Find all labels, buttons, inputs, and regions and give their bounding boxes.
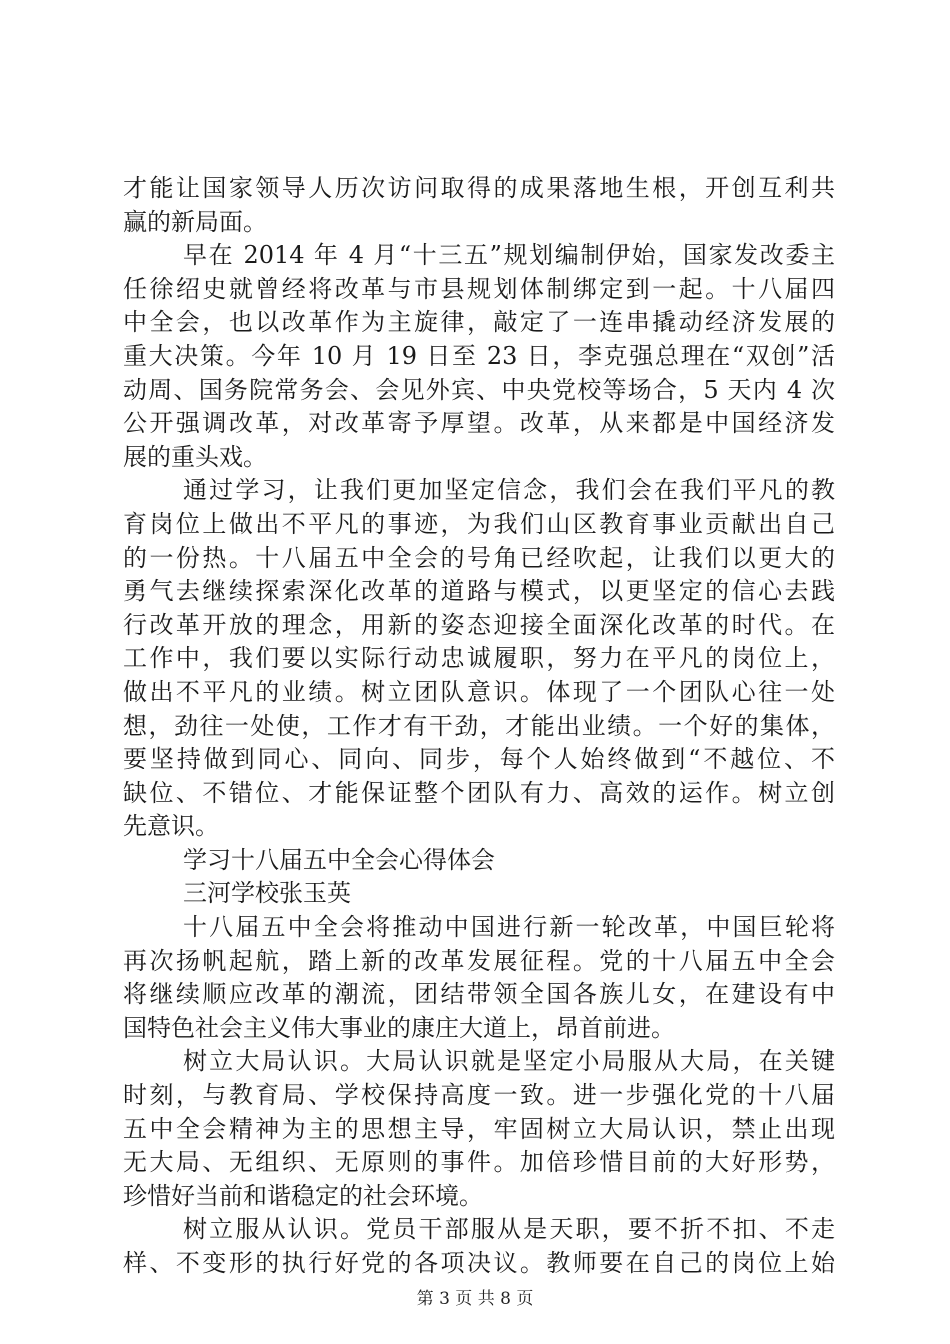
text-line: 重大决策。今年 10 月 19 日至 23 日，李克强总理在“双创”活 xyxy=(123,341,835,370)
text-line: 先意识。 xyxy=(123,812,219,841)
text-line: 的一份热。十八届五中全会的号角已经吹起，让我们以更大的 xyxy=(123,543,835,572)
text-line: 做出不平凡的业绩。树立团队意识。体现了一个团队心往一处 xyxy=(123,677,835,706)
text-line: 树立服从认识。党员干部服从是天职，要不折不扣、不走 xyxy=(183,1215,835,1244)
text-line: 通过学习，让我们更加坚定信念，我们会在我们平凡的教 xyxy=(183,476,835,505)
text-line: 十八届五中全会将推动中国进行新一轮改革，中国巨轮将 xyxy=(183,913,835,942)
text-line: 育岗位上做出不平凡的事迹，为我们山区教育事业贡献出自己 xyxy=(123,509,835,538)
text-line: 再次扬帆起航，踏上新的改革发展征程。党的十八届五中全会 xyxy=(123,946,835,975)
text-line: 才能让国家领导人历次访问取得的成果落地生根，开创互利共 xyxy=(123,174,835,202)
text-line: 赢的新局面。 xyxy=(123,207,267,236)
text-line: 缺位、不错位、才能保证整个团队有力、高效的运作。树立创 xyxy=(123,778,835,807)
text-line: 动周、国务院常务会、会见外宾、中央党校等场合，5 天内 4 次 xyxy=(123,375,835,404)
text-line: 样、不变形的执行好党的各项决议。教师要在自己的岗位上始 xyxy=(123,1249,835,1277)
text-line: 工作中，我们要以实际行动忠诚履职，努力在平凡的岗位上， xyxy=(123,644,835,673)
text-line: 五中全会精神为主的思想主导，牢固树立大局认识，禁止出现 xyxy=(123,1114,835,1143)
text-line: 要坚持做到同心、同向、同步，每个人始终做到“不越位、不 xyxy=(123,745,835,774)
page-footer: 第 3 页 共 8 页 xyxy=(416,1289,534,1309)
text-line: 早在 2014 年 4 月“十三五”规划编制伊始，国家发改委主 xyxy=(183,241,835,270)
text-line: 勇气去继续探索深化改革的道路与模式，以更坚定的信心去践 xyxy=(123,577,835,606)
text-line: 公开强调改革，对改革寄予厚望。改革，从来都是中国经济发 xyxy=(123,409,835,438)
text-line: 无大局、无组织、无原则的事件。加倍珍惜目前的大好形势， xyxy=(123,1148,835,1177)
text-line: 展的重头戏。 xyxy=(123,442,267,471)
text-line: 时刻，与教育局、学校保持高度一致。进一步强化党的十八届 xyxy=(123,1081,835,1110)
text-line: 任徐绍史就曾经将改革与市县规划体制绑定到一起。十八届四 xyxy=(123,274,835,303)
text-line: 中全会，也以改革作为主旋律，敲定了一连串撬动经济发展的 xyxy=(123,308,835,337)
text-line: 行改革开放的理念，用新的姿态迎接全面深化改革的时代。在 xyxy=(123,610,835,639)
text-line: 树立大局认识。大局认识就是坚定小局服从大局，在关键 xyxy=(183,1047,835,1076)
text-line: 将继续顺应改革的潮流，团结带领全国各族儿女，在建设有中 xyxy=(123,980,835,1009)
text-line: 珍惜好当前和谐稳定的社会环境。 xyxy=(123,1181,483,1210)
text-line: 国特色社会主义伟大事业的康庄大道上，昂首前进。 xyxy=(123,1013,675,1042)
text-line: 想，劲往一处使，工作才有干劲，才能出业绩。一个好的集体， xyxy=(123,711,835,740)
text-line: 三河学校张玉英 xyxy=(183,879,351,908)
document-body xyxy=(123,172,835,1281)
text-line: 学习十八届五中全会心得体会 xyxy=(183,845,495,874)
